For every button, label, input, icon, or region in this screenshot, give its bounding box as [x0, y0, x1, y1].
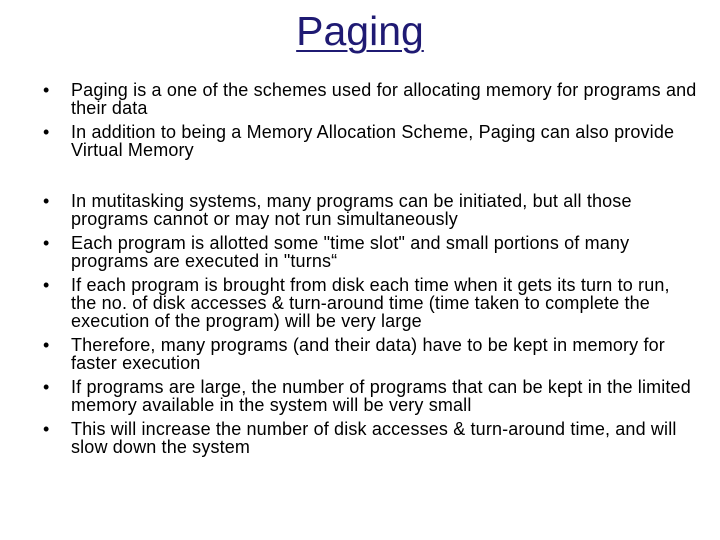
bullet-dot: • — [43, 191, 50, 211]
slide-title: Paging — [296, 8, 424, 54]
bullet-list-details — [40, 192, 700, 462]
bullet-item — [40, 234, 700, 270]
bullet-item — [40, 336, 700, 372]
bullet-item — [40, 192, 700, 228]
bullet-text: In mutitasking systems, many programs can be initiated, but all those programs cannot or may not run simultaneously — [71, 191, 632, 229]
bullet-item — [40, 276, 700, 330]
bullet-item — [40, 123, 700, 159]
bullet-dot: • — [43, 122, 50, 142]
bullet-text: Paging is a one of the schemes used for allocating memory for programs and their data — [71, 80, 697, 118]
bullet-dot: • — [43, 233, 50, 253]
bullet-dot: • — [43, 377, 50, 397]
bullet-item — [40, 378, 700, 414]
bullet-text: If each program is brought from disk each time when it gets its turn to run, the no. of disk accesses & turn-around time (time taken to complete the execution of the program) will be very large — [71, 275, 670, 331]
bullet-text: This will increase the number of disk accesses & turn-around time, and will slow down the system — [71, 419, 677, 457]
bullet-list-intro — [40, 81, 700, 165]
bullet-text: Therefore, many programs (and their data) have to be kept in memory for faster execution — [71, 335, 665, 373]
bullet-item — [40, 420, 700, 456]
bullet-item — [40, 81, 700, 117]
bullet-dot: • — [43, 275, 50, 295]
bullet-dot: • — [43, 335, 50, 355]
bullet-text: Each program is allotted some "time slot" and small portions of many programs are executed in "turns“ — [71, 233, 630, 271]
bullet-dot: • — [43, 80, 50, 100]
bullet-text: In addition to being a Memory Allocation Scheme, Paging can also provide Virtual Memory — [71, 122, 675, 160]
bullet-dot: • — [43, 419, 50, 439]
bullet-text: If programs are large, the number of programs that can be kept in the limited memory available in the system will be very small — [71, 377, 691, 415]
